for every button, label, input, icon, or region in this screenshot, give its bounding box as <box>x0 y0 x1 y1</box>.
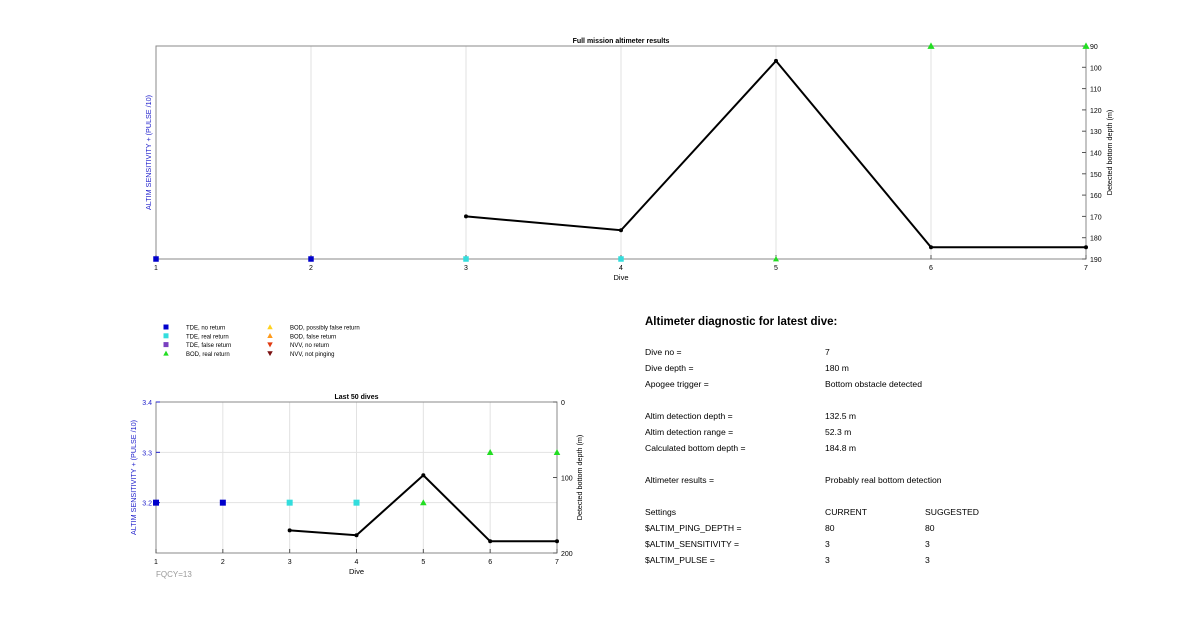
settings-header-row <box>645 507 1165 519</box>
y-right-tick-label: 150 <box>1090 171 1102 179</box>
diagnostic-row-results <box>645 475 1165 487</box>
x-tick-label: 6 <box>488 559 493 566</box>
depth-point <box>619 228 623 232</box>
altimeter-marker <box>153 256 159 262</box>
y-right-tick-label: 170 <box>1090 214 1102 222</box>
x-tick-label: 7 <box>1084 265 1088 272</box>
depth-point <box>488 539 492 543</box>
settings-current-value: 80 <box>825 523 835 533</box>
diagnostic-label: Altimeter results = <box>645 475 715 485</box>
y-left-axis-label: ALTIM SENSITIVITY + (PULSE /10) <box>144 95 153 210</box>
chart-title: Full mission altimeter results <box>572 38 670 45</box>
settings-label: $ALTIM_PULSE = <box>645 555 715 565</box>
legend-label: TDE, false return <box>186 343 232 350</box>
diagnostic-value: 7 <box>825 347 830 357</box>
y-left-tick-label: 3.4 <box>142 400 152 407</box>
settings-header-current: CURRENT <box>825 507 868 517</box>
legend-marker-bod_real_return <box>163 351 169 356</box>
settings-suggested-value: 3 <box>925 555 930 565</box>
x-tick-label: 5 <box>774 265 778 272</box>
x-tick-label: 4 <box>619 265 623 272</box>
legend-marker-bod_possibly_false_return <box>267 324 273 329</box>
legend-marker-tde_false_return <box>164 342 169 347</box>
diagnostic-value: Bottom obstacle detected <box>825 379 922 389</box>
legend-label: NVV, no return <box>290 343 330 350</box>
legend-marker-nvv_not_pinging <box>267 351 273 356</box>
depth-point <box>774 59 778 63</box>
diagnostic-row-detection-range <box>645 427 1165 439</box>
diagnostic-label: Dive depth = <box>645 363 694 373</box>
x-tick-label: 1 <box>154 559 158 566</box>
y-right-tick-label: 180 <box>1090 235 1102 243</box>
x-tick-label: 3 <box>464 265 468 272</box>
y-right-tick-label: 160 <box>1090 193 1102 201</box>
x-tick-label: 1 <box>154 265 158 272</box>
y-left-axis-label: ALTIM SENSITIVITY + (PULSE /10) <box>129 420 138 535</box>
y-right-tick-label: 120 <box>1090 107 1102 115</box>
settings-row-ping-depth <box>645 523 1165 535</box>
diagnostic-value: 184.8 m <box>825 443 857 453</box>
diagnostic-row-dive-no <box>645 347 1165 359</box>
y-right-tick-label: 200 <box>561 551 573 558</box>
diagnostic-label: Calculated bottom depth = <box>645 443 746 453</box>
settings-suggested-value: 3 <box>925 539 930 549</box>
y-left-tick-label: 3.2 <box>142 500 152 508</box>
x-tick-label: 5 <box>421 559 426 566</box>
depth-point <box>421 473 425 477</box>
diagnostic-row-dive-depth <box>645 363 1165 375</box>
y-right-axis-label: Detected bottom depth (m) <box>575 434 584 521</box>
settings-label: $ALTIM_SENSITIVITY = <box>645 539 740 549</box>
settings-current-value: 3 <box>825 555 830 565</box>
altimeter-marker <box>354 500 360 506</box>
x-axis-label: Dive <box>348 567 365 576</box>
x-tick-label: 3 <box>287 559 292 566</box>
legend-label: TDE, real return <box>186 334 229 341</box>
settings-header-label: Settings <box>645 507 677 517</box>
x-tick-label: 2 <box>309 265 313 272</box>
settings-row-sensitivity <box>645 539 1165 551</box>
depth-point <box>555 539 559 543</box>
y-right-tick-label: 110 <box>1090 86 1102 94</box>
y-right-tick-label: 190 <box>1090 257 1102 264</box>
altimeter-marker <box>220 500 226 506</box>
x-axis-label: Dive <box>613 273 629 282</box>
diagnostic-label: Dive no = <box>645 347 682 357</box>
legend-label: BOD, possibly false return <box>290 325 360 332</box>
depth-point <box>464 214 468 218</box>
legend-marker-tde_real_return <box>164 333 169 338</box>
diagnostic-value: 52.3 m <box>825 427 852 437</box>
settings-row-pulse <box>645 555 1165 567</box>
y-right-tick-label: 140 <box>1090 150 1102 158</box>
diagnostic-row-apogee-trigger <box>645 379 1165 391</box>
x-tick-label: 2 <box>220 559 225 566</box>
chart-title: Last 50 dives <box>334 394 379 401</box>
legend-marker-bod_false_return <box>267 333 273 338</box>
settings-suggested-value: 80 <box>925 523 935 533</box>
legend-label: TDE, no return <box>186 325 226 332</box>
altimeter-marker <box>463 256 469 262</box>
legend-marker-tde_no_return <box>164 325 169 330</box>
settings-label: $ALTIM_PING_DEPTH = <box>645 523 742 533</box>
frequency-footnote: FQCY=13 <box>156 570 192 579</box>
y-left-tick-label: 3.3 <box>142 450 152 458</box>
depth-point <box>355 533 359 537</box>
depth-point <box>929 245 933 249</box>
depth-point <box>288 528 292 532</box>
x-tick-label: 4 <box>354 559 359 566</box>
diagnostic-label: Apogee trigger = <box>645 379 709 389</box>
diagnostic-label: Altim detection depth = <box>645 411 733 421</box>
altimeter-marker <box>287 500 293 506</box>
diagnostic-value: 132.5 m <box>825 411 857 421</box>
legend-marker-nvv_no_return <box>267 342 273 347</box>
diagnostic-title: Altimeter diagnostic for latest dive: <box>645 316 838 328</box>
legend-label: BOD, real return <box>186 351 230 358</box>
legend-label: NVV, not pinging <box>290 351 335 358</box>
altimeter-marker <box>618 256 624 262</box>
depth-point <box>1084 245 1088 249</box>
altimeter-marker <box>153 500 159 506</box>
y-right-axis-label: Detected bottom depth (m) <box>1105 109 1114 196</box>
legend-label: BOD, false return <box>290 334 337 341</box>
settings-header-suggested: SUGGESTED <box>925 507 979 517</box>
diagnostic-value: Probably real bottom detection <box>825 475 942 485</box>
y-right-tick-label: 90 <box>1090 44 1098 51</box>
diagnostic-row-detection-depth <box>645 411 1165 423</box>
x-tick-label: 6 <box>929 265 933 272</box>
diagnostic-label: Altim detection range = <box>645 427 734 437</box>
diagnostic-value: 180 m <box>825 363 849 373</box>
altimeter-marker <box>308 256 314 262</box>
y-right-tick-label: 0 <box>561 400 565 407</box>
y-right-tick-label: 100 <box>561 475 573 483</box>
diagnostic-row-bottom-depth <box>645 443 1165 455</box>
x-tick-label: 7 <box>555 559 559 566</box>
y-right-tick-label: 100 <box>1090 65 1102 73</box>
y-right-tick-label: 130 <box>1090 129 1102 137</box>
settings-current-value: 3 <box>825 539 830 549</box>
